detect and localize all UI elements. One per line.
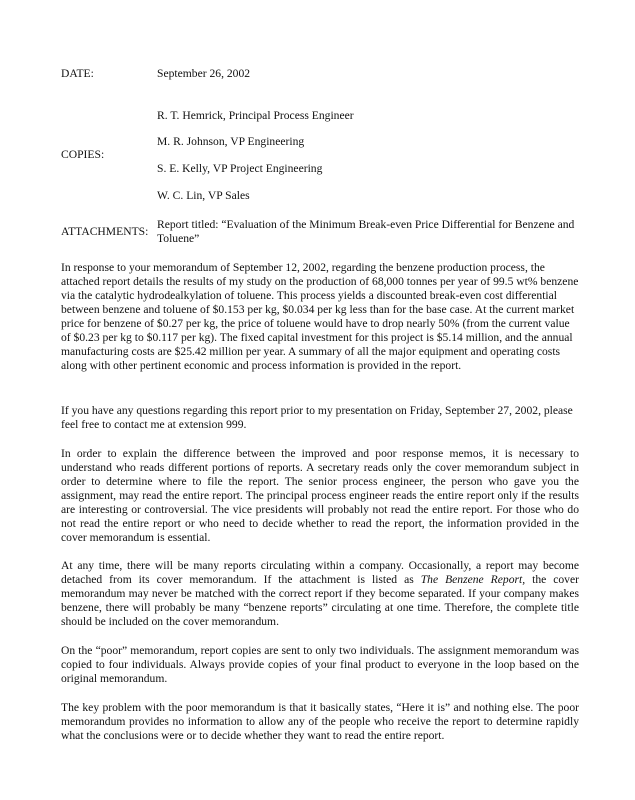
date-value: September 26, 2002 <box>157 67 251 80</box>
copy-recipient: M. R. Johnson, VP Engineering <box>157 135 305 148</box>
copy-recipient: W. C. Lin, VP Sales <box>157 189 250 202</box>
report-title-italic: The Benzene Report, <box>420 573 526 586</box>
commentary-text: the cover memorandum may never be matched with the correct report if they become separated. If your company makes benzene, there will probably be many “benzene reports” circulating at one time. Therefore, the complete title should be included on the cover memorandum. <box>61 573 579 628</box>
commentary-paragraph <box>61 559 579 629</box>
commentary-text: At any time, there will be many reports circulating within a company. Occasionally, a report may become detached from its cover memorandum. If the attachment is listed as <box>61 559 579 586</box>
memo-paragraph: If you have any questions regarding this report prior to my presentation on Friday, September 27, 2002, please feel free to contact me at extension 999. <box>61 404 573 431</box>
commentary-paragraph: The key problem with the poor memorandum is that it basically states, “Here it is” and nothing else. The poor memorandum provides no information to allow any of the people who receive the report to determine rapidly what the conclusions were or to decide whether they want to read the entire report. <box>61 701 579 742</box>
attachments-label: ATTACHMENTS: <box>61 225 149 238</box>
date-label: DATE: <box>61 67 94 80</box>
copies-label: COPIES: <box>61 148 105 161</box>
copy-recipient: S. E. Kelly, VP Project Engineering <box>157 162 323 175</box>
memo-paragraph: In response to your memorandum of September 12, 2002, regarding the benzene production process, the attached report details the results of my study on the production of 68,000 tonnes per year of 99.5 wt% benzene via the catalytic hydrodealkylation of toluene. This process yields a discounted break-even cost differential between benzene and toluene of $0.153 per kg, $0.034 per kg less than for the base case. At the current market price for benzene of $0.27 per kg, the price of toluene would have to drop nearly 50% (from the current value of $0.23 per kg to $0.117 per kg). The fixed capital investment for this project is $5.14 million, and the annual manufacturing costs are $25.42 million per year. A summary of all the major equipment and operating costs along with other pertinent economic and process information is provided in the report. <box>61 261 579 372</box>
commentary-paragraph: In order to explain the difference between the improved and poor response memos, it is necessary to understand who reads different portions of reports. A secretary reads only the cover memorandum subject in order to determine where to file the report. The senior process engineer, the person who gave you the assignment, may read the entire report. The principal process engineer reads the entire report only if the results are interesting or controversial. The vice presidents will probably not read the entire report. For those who do not read the entire report or who need to decide whether to read the report, the information provided in the cover memorandum is essential. <box>61 447 579 544</box>
copy-recipient: R. T. Hemrick, Principal Process Engineer <box>157 109 354 122</box>
commentary-paragraph: On the “poor” memorandum, report copies are sent to only two individuals. The assignment memorandum was copied to four individuals. Always provide copies of your final product to everyone in the loop based on the original memorandum. <box>61 644 579 685</box>
attachments-value: Report titled: “Evaluation of the Minimum Break-even Price Differential for Benzene and Toluene” <box>157 218 575 245</box>
